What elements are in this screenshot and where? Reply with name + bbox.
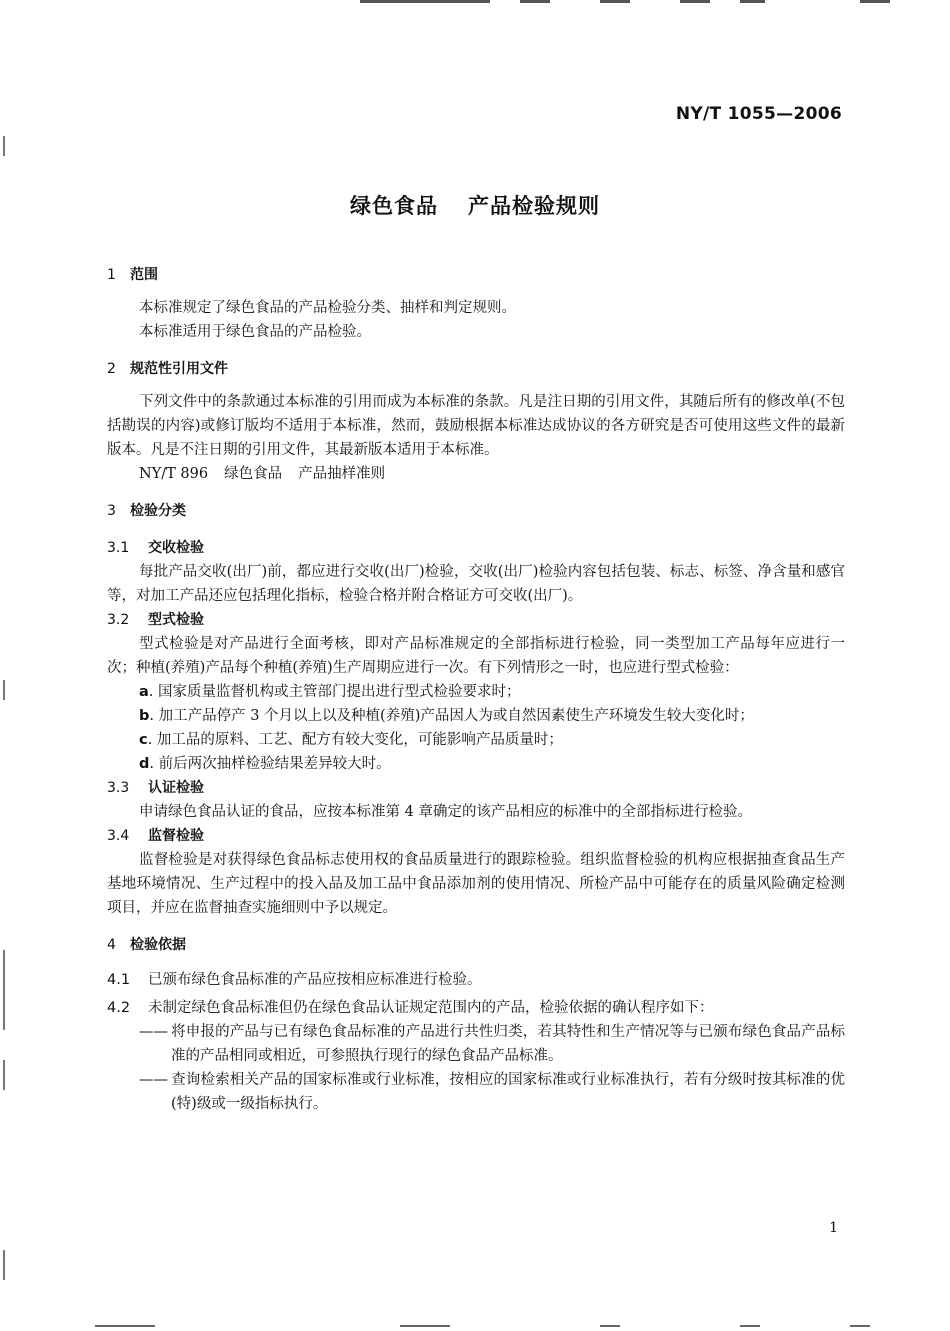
scan-edge-top: [740, 0, 765, 3]
scan-margin-mark: [3, 1060, 5, 1090]
subsection-heading: 3.1 交收检验: [107, 540, 204, 556]
scan-edge-top: [600, 0, 630, 3]
scan-margin-mark: [3, 680, 5, 700]
subsection-heading: 3.2 型式检验: [107, 612, 204, 628]
scan-margin-mark: [3, 136, 5, 156]
paragraph: 下列文件中的条款通过本标准的引用而成为本标准的条款。凡是注日期的引用文件，其随后所有的修改单(不包括勘误的内容)或修订版均不适用于本标准，然而，鼓励根据本标准达成协议的各方研究是否可使用这些文件的最新版本。凡是不注日期的引用文件，其最新版本适用于本标准。: [107, 394, 845, 458]
scan-edge-top: [860, 0, 890, 3]
section-heading: 4 检验依据: [107, 937, 186, 953]
paragraph: 申请绿色食品认证的食品，应按本标准第 4 章确定的该产品相应的标准中的全部指标进行检验。: [139, 804, 752, 820]
scan-margin-mark: [3, 950, 5, 1030]
scan-edge-top: [360, 0, 490, 3]
scan-edge-bottom: [400, 1325, 450, 1327]
list-item: b. 加工产品停产 3 个月以上以及种植(养殖)产品因人为或自然因素使生产环境发生较大变化时；: [139, 708, 754, 724]
dash-list-item: —— 将申报的产品与已有绿色食品标准的产品进行共性归类，若其特性和生产情况等与已颁布绿色食品产品标准的产品相同或相近，可参照执行现行的绿色食品产品标准。: [139, 1024, 845, 1064]
clause: 4.1 已颁布绿色食品标准的产品应按相应标准进行检验。: [107, 972, 482, 988]
scan-edge-bottom: [850, 1325, 870, 1327]
paragraph: 本标准适用于绿色食品的产品检验。: [139, 324, 371, 340]
subsection-heading: 3.4 监督检验: [107, 828, 204, 844]
list-item: d. 前后两次抽样检验结果差异较大时。: [139, 756, 391, 772]
document-body: [107, 262, 845, 1116]
scan-edge-bottom: [740, 1325, 760, 1327]
list-item: a. 国家质量监督机构或主管部门提出进行型式检验要求时；: [139, 684, 521, 700]
list-item: c. 加工品的原料、工艺、配方有较大变化，可能影响产品质量时；: [139, 732, 563, 748]
section-heading: 3 检验分类: [107, 503, 186, 519]
scan-edge-top: [520, 0, 550, 3]
scan-margin-mark: [3, 1250, 5, 1280]
normative-reference: NY/T 896 绿色食品 产品抽样准则: [139, 466, 386, 482]
clause: 4.2 未制定绿色食品标准但仍在绿色食品认证规定范围内的产品，检验依据的确认程序如下：: [107, 1000, 714, 1016]
paragraph: 型式检验是对产品进行全面考核，即对产品标准规定的全部指标进行检验，同一类型加工产品每年应进行一次；种植(养殖)产品每个种植(养殖)生产周期应进行一次。有下列情形之一时，也应进行型式检验：: [107, 636, 845, 676]
section-heading: 1 范围: [107, 267, 158, 283]
scan-edge-top: [680, 0, 710, 3]
scan-edge-bottom: [95, 1325, 155, 1327]
title-part-2: 产品检验规则: [468, 194, 600, 218]
subsection-heading: 3.3 认证检验: [107, 780, 204, 796]
dash-list-item: —— 查询检索相关产品的国家标准或行业标准，按相应的国家标准或行业标准执行，若有分级时按其标准的优(特)级或一级指标执行。: [139, 1072, 845, 1112]
paragraph: 每批产品交收(出厂)前，都应进行交收(出厂)检验，交收(出厂)检验内容包括包装、标志、标签、净含量和感官等，对加工产品还应包括理化指标，检验合格并附合格证方可交收(出厂)。: [107, 564, 845, 604]
scan-edge-bottom: [600, 1325, 620, 1327]
standard-code: NY/T 1055—2006: [675, 104, 842, 124]
document-title: [0, 190, 950, 220]
page-number: 1: [829, 1220, 838, 1236]
paragraph: 本标准规定了绿色食品的产品检验分类、抽样和判定规则。: [139, 300, 516, 316]
paragraph: 监督检验是对获得绿色食品标志使用权的食品质量进行的跟踪检验。组织监督检验的机构应根据抽查食品生产基地环境情况、生产过程中的投入品及加工品中食品添加剂的使用情况、所检产品中可能存在的质量风险确定检测项目，并应在监督抽查实施细则中予以规定。: [107, 852, 845, 916]
title-part-1: 绿色食品: [350, 194, 438, 218]
section-heading: 2 规范性引用文件: [107, 361, 228, 377]
